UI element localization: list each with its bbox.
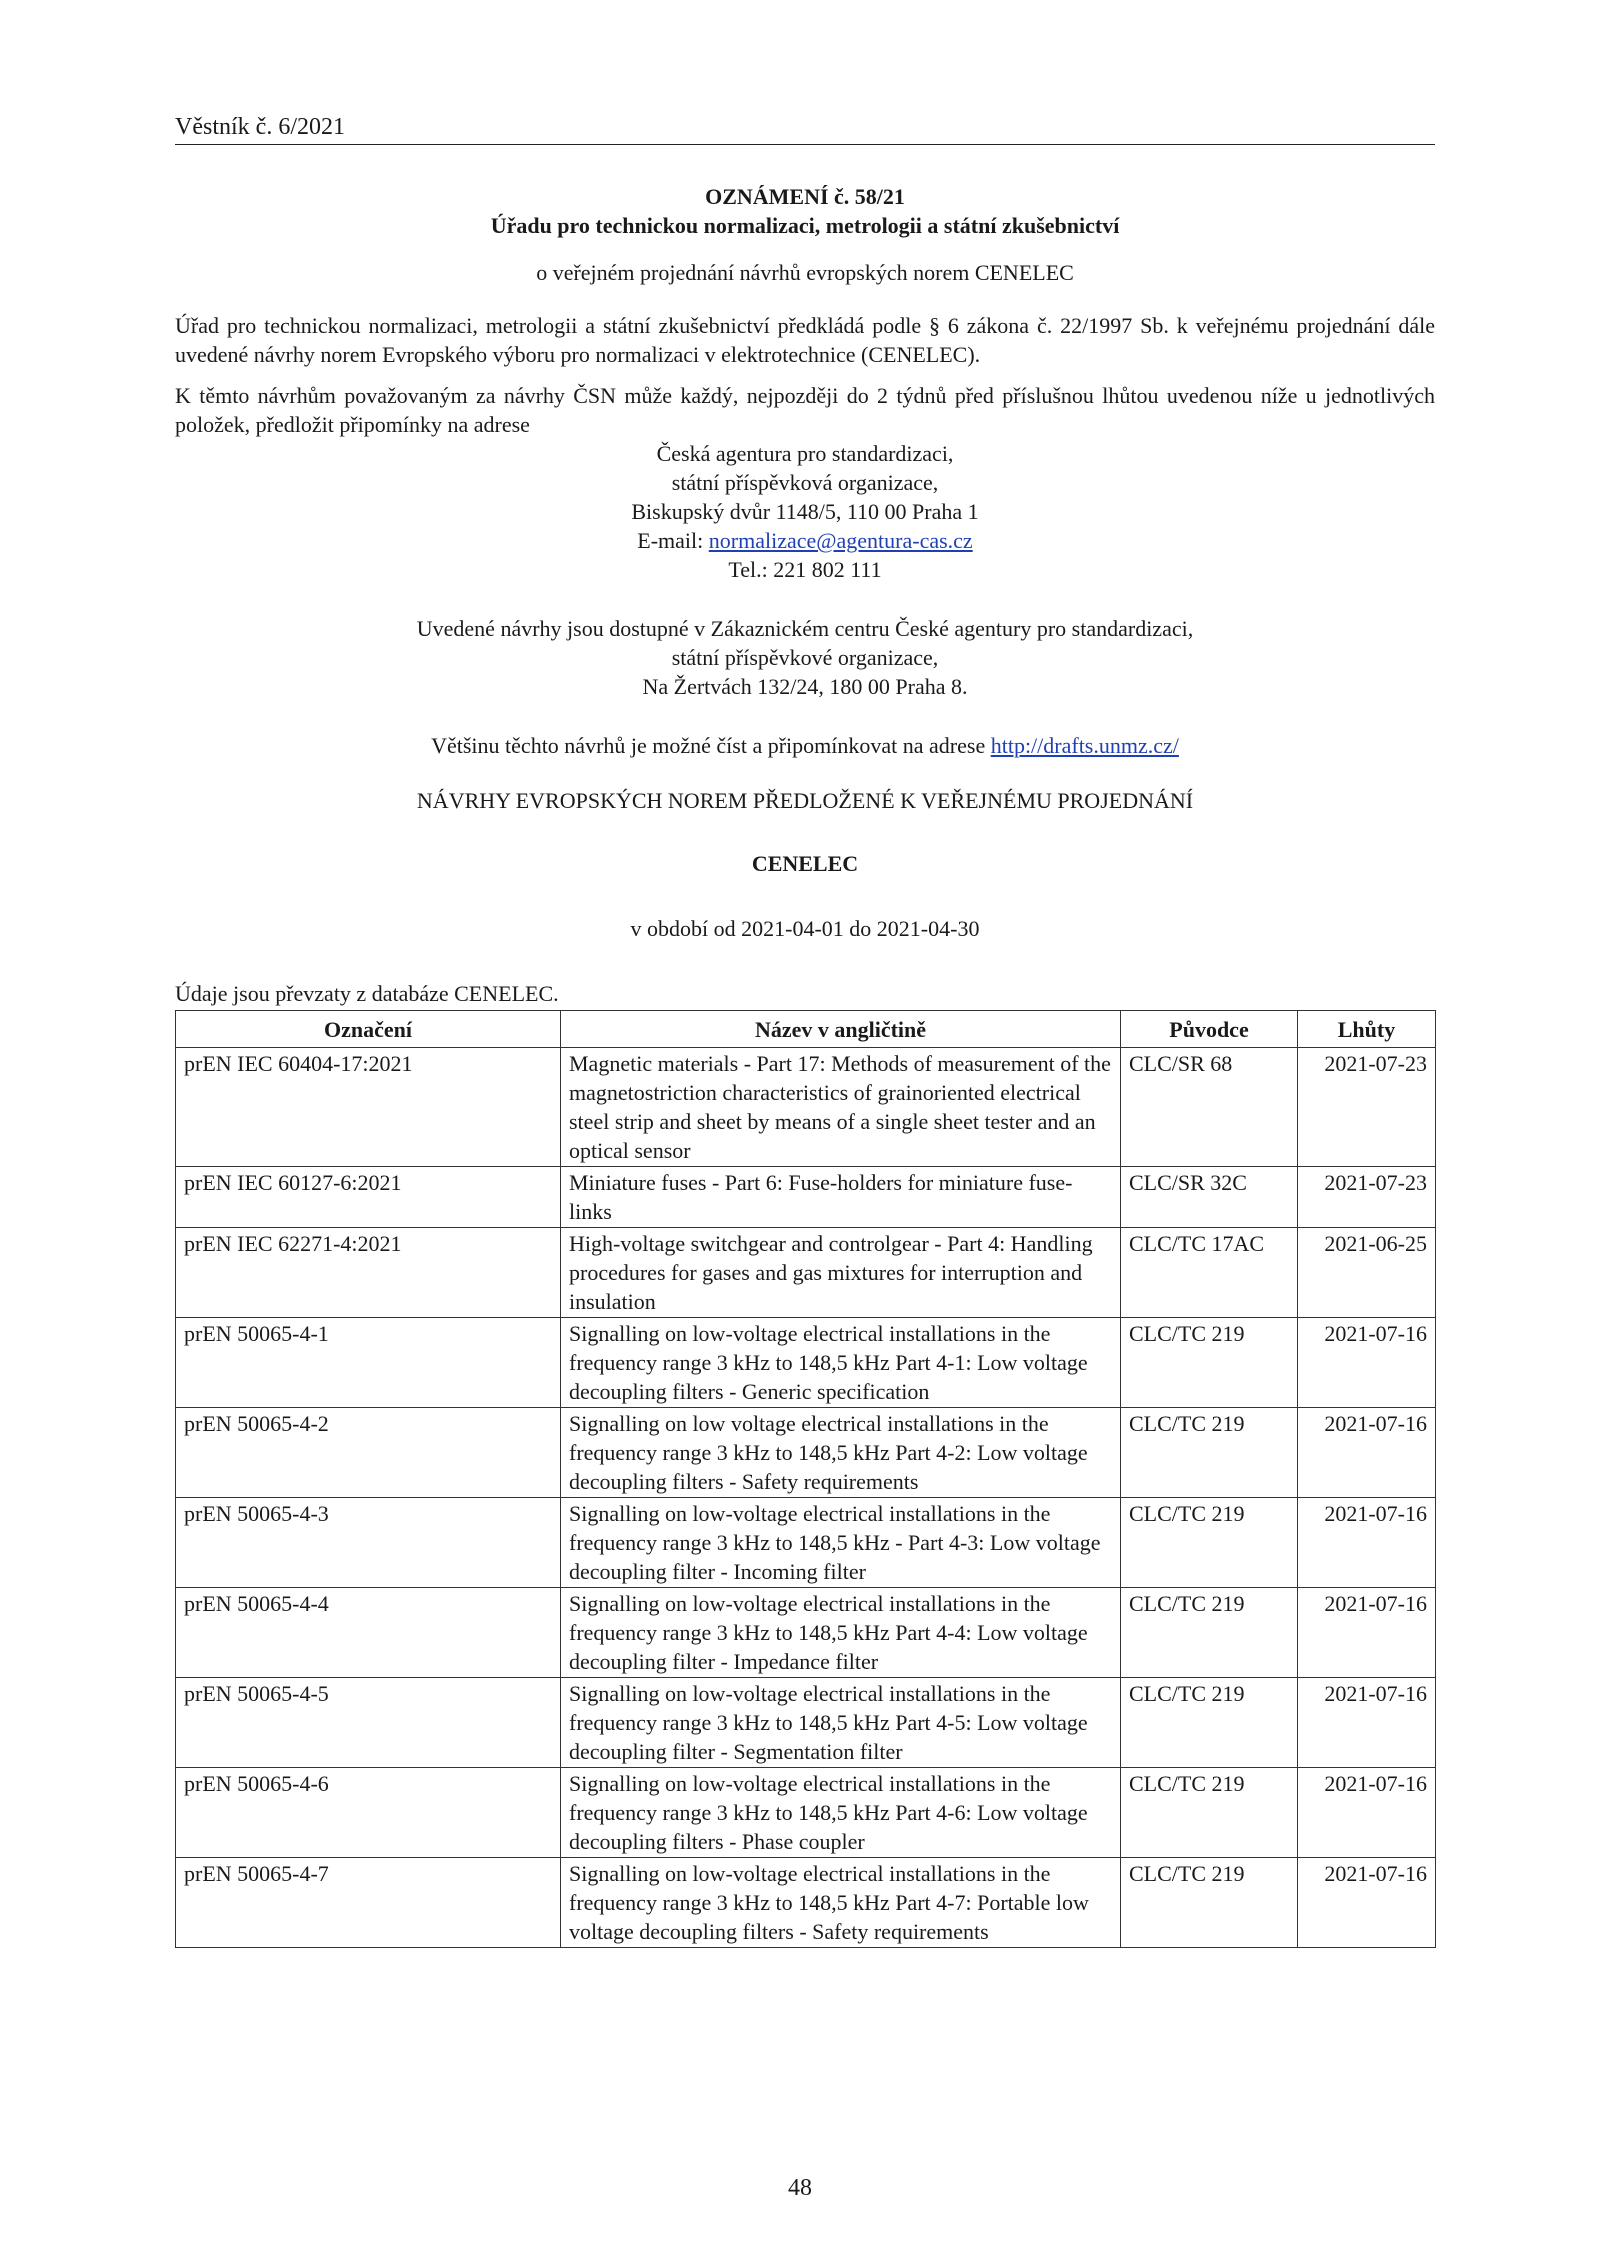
standard-title: Magnetic materials - Part 17: Methods of measurement of the magnetostriction characteristics of grainoriented electrical steel strip and sheet by means of a single sheet tester and an optical sensor: [561, 1048, 1121, 1167]
standard-title: Miniature fuses - Part 6: Fuse-holders for miniature fuse-links: [561, 1167, 1121, 1228]
table-row: [176, 1048, 1436, 1167]
announcement: [175, 182, 1435, 1948]
standard-code: prEN IEC 60127-6:2021: [176, 1167, 561, 1228]
email-line: [175, 526, 1435, 555]
column-header-deadline: Lhůty: [1298, 1011, 1436, 1048]
address-line: státní příspěvková organizace,: [671, 470, 939, 495]
standard-origin: CLC/TC 219: [1121, 1498, 1298, 1588]
email-link[interactable]: normalizace@agentura-cas.cz: [708, 528, 973, 553]
standard-code: prEN 50065-4-5: [176, 1678, 561, 1768]
standard-title: Signalling on low-voltage electrical installations in the frequency range 3 kHz to 148,5 kHz Part 4-1: Low voltage decoupling filters - Generic specification: [561, 1318, 1121, 1408]
issuer-name: Úřadu pro technickou normalizaci, metrologii a státní zkušebnictví: [490, 213, 1120, 238]
email-label: E-mail:: [637, 528, 709, 553]
standard-code: prEN 50065-4-6: [176, 1768, 561, 1858]
availability-line: Na Žertvách 132/24, 180 00 Praha 8.: [642, 674, 968, 699]
column-header-origin: Původce: [1121, 1011, 1298, 1048]
organization-heading: CENELEC: [751, 851, 859, 876]
page-number: 48: [788, 2175, 812, 2201]
table-row: [176, 1858, 1436, 1948]
standard-title: Signalling on low-voltage electrical installations in the frequency range 3 kHz to 148,5 kHz - Part 4-3: Low voltage decoupling filter - Incoming filter: [561, 1498, 1121, 1588]
standard-origin: CLC/TC 219: [1121, 1588, 1298, 1678]
standard-origin: CLC/TC 219: [1121, 1678, 1298, 1768]
column-header-title: Název v angličtině: [561, 1011, 1121, 1048]
standard-origin: CLC/TC 219: [1121, 1768, 1298, 1858]
section-title: NÁVRHY EVROPSKÝCH NOREM PŘEDLOŽENÉ K VEŘEJNÉMU PROJEDNÁNÍ: [416, 788, 1194, 813]
standard-deadline: 2021-07-16: [1298, 1588, 1436, 1678]
standard-deadline: 2021-07-16: [1298, 1678, 1436, 1768]
table-row: [176, 1167, 1436, 1228]
standard-deadline: 2021-07-16: [1298, 1408, 1436, 1498]
phone-line: Tel.: 221 802 111: [728, 557, 882, 582]
announcement-title: OZNÁMENÍ č. 58/21: [705, 184, 905, 209]
availability-block: [175, 614, 1435, 701]
announcement-subject: o veřejném projednání návrhů evropských norem CENELEC: [536, 260, 1074, 285]
standard-deadline: 2021-06-25: [1298, 1228, 1436, 1318]
standard-title: High-voltage switchgear and controlgear - Part 4: Handling procedures for gases and gas mixtures for interruption and insulation: [561, 1228, 1121, 1318]
submission-address: [175, 439, 1435, 584]
availability-line: státní příspěvkové organizace,: [671, 645, 939, 670]
standard-title: Signalling on low voltage electrical installations in the frequency range 3 kHz to 148,5 kHz Part 4-2: Low voltage decoupling filters - Safety requirements: [561, 1408, 1121, 1498]
standard-deadline: 2021-07-16: [1298, 1858, 1436, 1948]
standard-deadline: 2021-07-23: [1298, 1048, 1436, 1167]
standard-deadline: 2021-07-23: [1298, 1167, 1436, 1228]
table-row: [176, 1678, 1436, 1768]
period-line: v období od 2021-04-01 do 2021-04-30: [630, 916, 980, 941]
standard-code: prEN 50065-4-4: [176, 1588, 561, 1678]
drafts-table: [175, 1010, 1436, 1948]
standard-deadline: 2021-07-16: [1298, 1498, 1436, 1588]
table-row: [176, 1228, 1436, 1318]
online-text: Většinu těchto návrhů je možné číst a připomínkovat na adrese: [431, 733, 991, 758]
standard-title: Signalling on low-voltage electrical installations in the frequency range 3 kHz to 148,5 kHz Part 4-7: Portable low voltage decoupling filters - Safety requirements: [561, 1858, 1121, 1948]
availability-line: Uvedené návrhy jsou dostupné v Zákaznickém centru České agentury pro standardizaci,: [416, 616, 1194, 641]
standard-code: prEN IEC 60404-17:2021: [176, 1048, 561, 1167]
standard-title: Signalling on low-voltage electrical installations in the frequency range 3 kHz to 148,5 kHz Part 4-4: Low voltage decoupling filter - Impedance filter: [561, 1588, 1121, 1678]
standard-origin: CLC/TC 219: [1121, 1408, 1298, 1498]
standard-origin: CLC/SR 68: [1121, 1048, 1298, 1167]
table-row: [176, 1408, 1436, 1498]
comments-paragraph: K těmto návrhům považovaným za návrhy ČSN může každý, nejpozději do 2 týdnů před příslušnou lhůtou uvedenou níže u jednotlivých položek, předložit připomínky na adrese: [175, 383, 1435, 437]
table-row: [176, 1498, 1436, 1588]
standard-origin: CLC/TC 219: [1121, 1318, 1298, 1408]
standard-code: prEN 50065-4-7: [176, 1858, 561, 1948]
table-header-row: [176, 1011, 1436, 1048]
table-row: [176, 1588, 1436, 1678]
standard-code: prEN IEC 62271-4:2021: [176, 1228, 561, 1318]
standard-deadline: 2021-07-16: [1298, 1318, 1436, 1408]
table-row: [176, 1768, 1436, 1858]
standard-title: Signalling on low-voltage electrical installations in the frequency range 3 kHz to 148,5 kHz Part 4-5: Low voltage decoupling filter - Segmentation filter: [561, 1678, 1121, 1768]
address-line: Biskupský dvůr 1148/5, 110 00 Praha 1: [631, 499, 979, 524]
online-note: [175, 731, 1435, 760]
address-line: Česká agentura pro standardizaci,: [656, 441, 954, 466]
standard-deadline: 2021-07-16: [1298, 1768, 1436, 1858]
table-row: [176, 1318, 1436, 1408]
drafts-link[interactable]: http://drafts.unmz.cz/: [990, 733, 1179, 758]
standard-origin: CLC/SR 32C: [1121, 1167, 1298, 1228]
column-header-code: Označení: [176, 1011, 561, 1048]
standard-title: Signalling on low-voltage electrical installations in the frequency range 3 kHz to 148,5 kHz Part 4-6: Low voltage decoupling filters - Phase coupler: [561, 1768, 1121, 1858]
standard-origin: CLC/TC 219: [1121, 1858, 1298, 1948]
running-header: Věstník č. 6/2021: [175, 112, 1435, 145]
intro-paragraph: Úřad pro technickou normalizaci, metrologii a státní zkušebnictví předkládá podle § 6 zákona č. 22/1997 Sb. k veřejnému projednání dále uvedené návrhy norem Evropského výboru pro normalizaci v elektrotechnice (CENELEC).: [175, 313, 1435, 367]
standard-code: prEN 50065-4-2: [176, 1408, 561, 1498]
standard-origin: CLC/TC 17AC: [1121, 1228, 1298, 1318]
source-note: Údaje jsou převzaty z databáze CENELEC.: [175, 981, 559, 1006]
standard-code: prEN 50065-4-3: [176, 1498, 561, 1588]
standard-code: prEN 50065-4-1: [176, 1318, 561, 1408]
